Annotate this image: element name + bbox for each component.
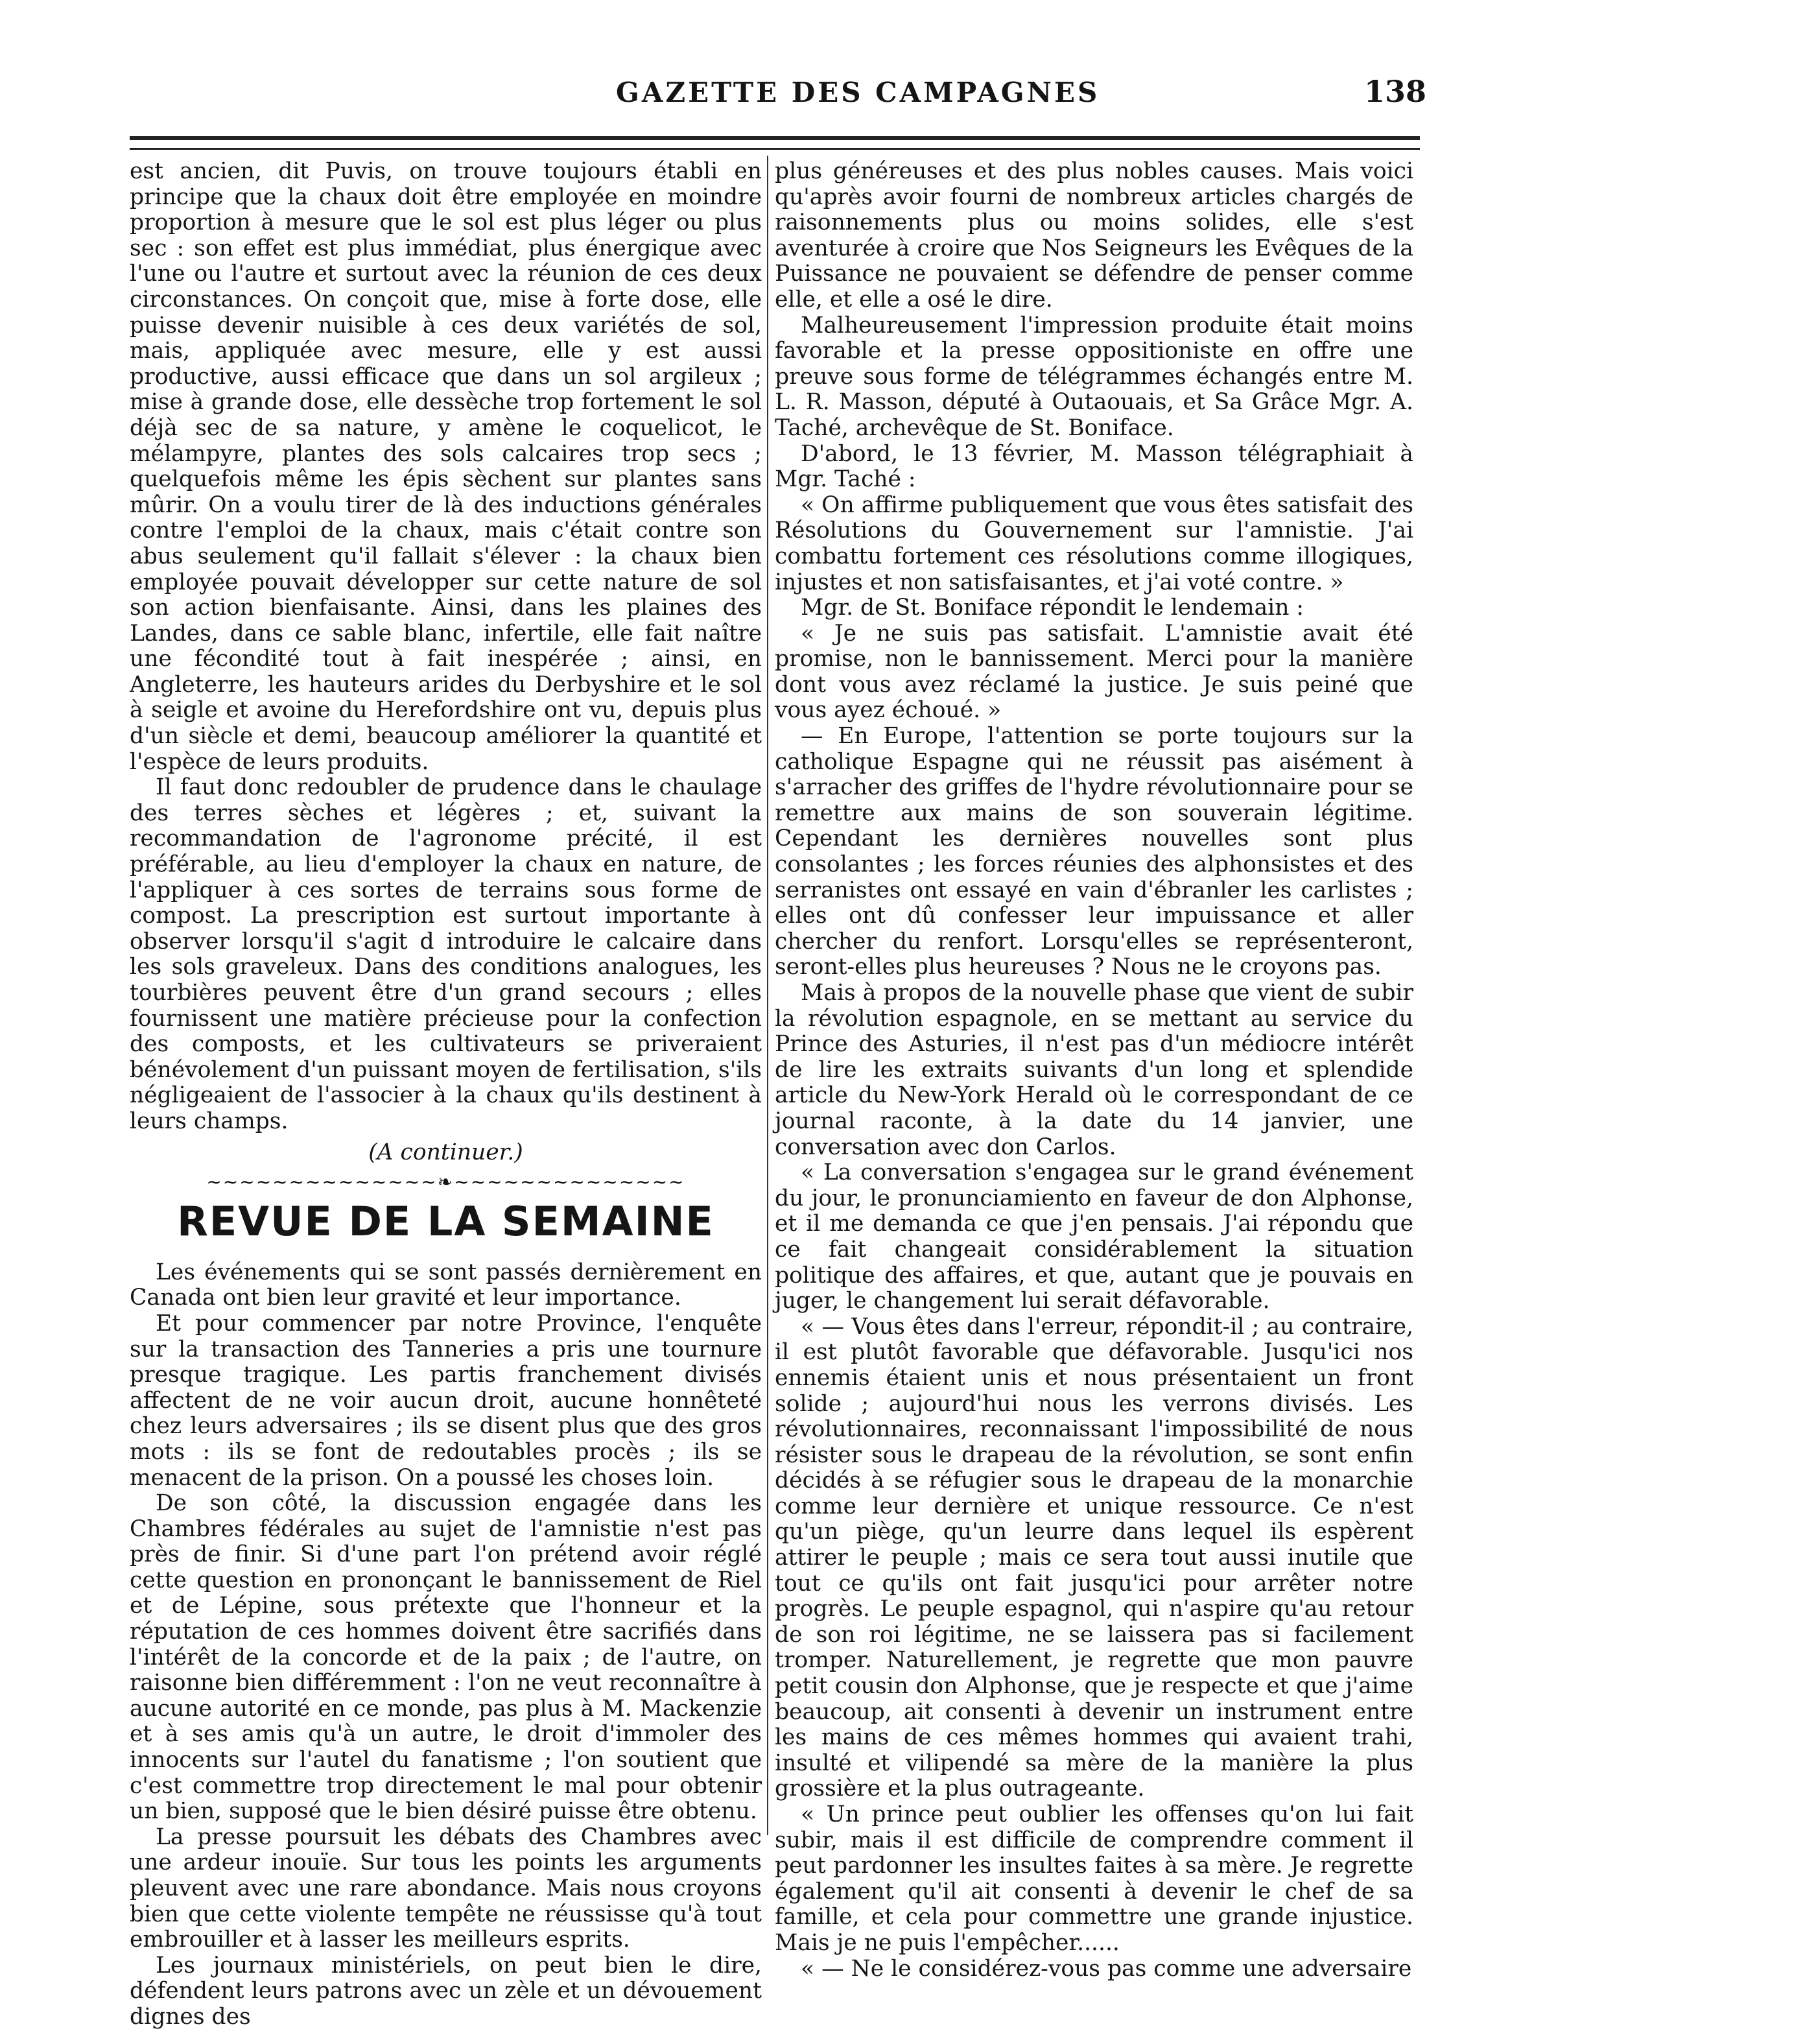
paragraph: « La conversation s'engagea sur le grand événement du jour, le pronunciamiento en faveur de don Alphonse, et il me demanda ce que j'en pensais. J'ai répondu que ce fait changeait considérablement la situation politique des affaires, et que, autant que je pouvais en juger, le changement lui serait défavorable. [775, 1159, 1413, 1314]
paragraph: Les événements qui se sont passés dernièrement en Canada ont bien leur gravité et leur importance. [130, 1259, 762, 1311]
paragraph: Il faut donc redoubler de prudence dans le chaulage des terres sèches et légères ; et, suivant la recommandation de l'agronome précité, il est préférable, au lieu d'employer la chaux en nature, de l'appliquer à ces sortes de terrains sous forme de compost. La prescription est surtout importante à observer lorsqu'il s'agit d introduire le calcaire dans les sols graveleux. Dans des conditions analogues, les tourbières peuvent être d'un grand secours ; elles fournissent une matière précieuse pour la confection des composts, et les cultivateurs se priveraient bénévolement d'un puissant moyen de fertilisation, s'ils négligeaient de l'associer à la chaux qu'ils destinent à leurs champs. [130, 774, 762, 1134]
paragraph: « On affirme publiquement que vous êtes satisfait des Résolutions du Gouvernement sur l'amnistie. J'ai combattu fortement ces résolutions comme illogiques, injustes et non satisfaisantes, et j'ai voté contre. » [775, 492, 1413, 595]
page-header [110, 74, 1426, 122]
paragraph: plus généreuses et des plus nobles causes. Mais voici qu'après avoir fourni de nombreux articles chargés de raisonnements plus ou moins solides, elle s'est aventurée à croire que Nos Seigneurs les Evêques de la Puissance ne pouvaient se défendre de penser comme elle, et elle a osé le dire. [775, 158, 1413, 313]
paragraph: — En Europe, l'attention se porte toujours sur la catholique Espagne qui ne réussit pas aisément à s'arracher des griffes de l'hydre révolutionnaire pour se remettre aux mains de son souverain légitime. Cependant les dernières nouvelles sont plus consolantes ; les forces réunies des alphonsistes et des serranistes ont essayé en vain d'ébranler les carlistes ; elles ont dû confesser leur impuissance et aller chercher du renfort. Lorsqu'elles se représenteront, seront-elles plus heureuses ? Nous ne le croyons pas. [775, 723, 1413, 980]
left-column [130, 159, 762, 2030]
column-divider [767, 156, 768, 1835]
paragraph: De son côté, la discussion engagée dans les Chambres fédérales au sujet de l'amnistie n'est pas près de finir. Si d'une part l'on prétend avoir réglé cette question en prononçant le bannissement de Riel et de Lépine, sous prétexte que l'honneur et la réputation de ces hommes doivent être sacrifiés dans l'intérêt de la concorde et de la paix ; de l'autre, on raisonne bien différemment : l'on ne veut reconnaître à aucune autorité en ce monde, pas plus à M. Mackenzie et à ses amis qu'à un autre, le droit d'immoler des innocents sur l'autel du fanatisme ; l'on soutient que c'est commettre trop directement le mal pour obtenir un bien, supposé que le bien désiré puisse être obtenu. [130, 1490, 762, 1825]
header-rule [130, 136, 1420, 150]
newspaper-title: GAZETTE DES CAMPAGNES [616, 77, 1100, 108]
paragraph: « Un prince peut oublier les offenses qu'on lui fait subir, mais il est difficile de comprendre comment il peut pardonner les insultes faites à sa mère. Je regrette également qu'il ait consenti à devenir le chef de sa famille, et cela pour commettre une grande injustice. Mais je ne puis l'empêcher...... [775, 1801, 1413, 1956]
paragraph: D'abord, le 13 février, M. Masson télégraphiait à Mgr. Taché : [775, 440, 1413, 493]
paragraph: Mais à propos de la nouvelle phase que vient de subir la révolution espagnole, en se mettant au service du Prince des Asturies, il n'est pas d'un médiocre intérêt de lire les extraits suivants d'un long et splendide article du New-York Herald où le correspondant de ce journal raconte, à la date du 14 janvier, une conversation avec don Carlos. [775, 980, 1413, 1160]
paragraph: Les journaux ministériels, on peut bien le dire, défendent leurs patrons avec un zèle et un dévouement dignes des [130, 1952, 762, 2030]
section-title: REVUE DE LA SEMAINE [177, 1197, 714, 1245]
paragraph: « Je ne suis pas satisfait. L'amnistie avait été promise, non le bannissement. Merci pour la manière dont vous avez réclamé la justice. Je suis peiné que vous ayez échoué. » [775, 620, 1413, 724]
paragraph: « — Ne le considérez-vous pas comme une adversaire [801, 1955, 1412, 1982]
continuation-note: (A continuer.) [368, 1139, 523, 1165]
paragraph: Mgr. de St. Boniface répondit le lendemain : [801, 595, 1304, 621]
right-column [775, 159, 1413, 1982]
paragraph: Et pour commencer par notre Province, l'enquête sur la transaction des Tanneries a pris une tournure presque tragique. Les partis franchement divisés affectent de ne voir aucun droit, aucune honnêteté chez leurs adversaires ; ils se disent plus que des gros mots : ils se font de redoutables procès ; ils se menacent de la prison. On a poussé les choses loin. [130, 1310, 762, 1491]
paragraph: est ancien, dit Puvis, on trouve toujours établi en principe que la chaux doit être employée en moindre proportion à mesure que le sol est plus léger ou plus sec : son effet est plus immédiat, plus énergique avec l'une ou l'autre et surtout avec la réunion de ces deux circonstances. On conçoit que, mise à forte dose, elle puisse devenir nuisible à ces deux variétés de sol, mais, appliquée avec mesure, elle y est aussi productive, aussi efficace que dans un sol argileux ; mise à grande dose, elle dessèche trop fortement le sol déjà sec de sa nature, y amène le coquelicot, le mélampyre, plantes des sols calcaires trop secs ; quelquefois même les épis sèchent sur plantes sans mûrir. On a voulu tirer de là des inductions générales contre l'emploi de la chaux, mais c'était contre son abus seulement qu'il fallait s'élever : la chaux bien employée pouvait développer sur cette nature de sol son action bienfaisante. Ainsi, dans les plaines des Landes, dans ce sable blanc, infertile, elle fait naître une fécondité tout à fait inespérée ; ainsi, en Angleterre, les hauteurs arides du Derbyshire et le sol à seigle et avoine du Herefordshire ont vu, depuis plus d'un siècle et demi, beaucoup améliorer la quantité et l'espèce de leurs produits. [130, 158, 762, 775]
paragraph: « — Vous êtes dans l'erreur, répondit-il ; au contraire, il est plutôt favorable que défavorable. Jusqu'ici nos ennemis étaient unis et nous présentaient un front solide ; aujourd'hui nous les verrons divisés. Les révolutionnaires, reconnaissant l'impossibilité de nous résister sous le drapeau de la révolution, se sont enfin décidés à se réfugier sous le drapeau de la monarchie comme leur dernière et unique ressource. Ce n'est qu'un piège, qu'un leurre dans lequel ils espèrent attirer le peuple ; mais ce sera tout aussi inutile que tout ce qu'ils ont fait jusqu'ici pour arrêter notre progrès. Le peuple espagnol, qui n'aspire qu'au retour de son roi légitime, ne se laissera pas si facilement tromper. Naturellement, je regrette que mon pauvre petit cousin don Alphonse, que je respecte et que j'aime beaucoup, ait consenti à devenir un instrument entre les mains de ces mêmes hommes qui avaient trahi, insulté et vilipendé sa mère de la manière la plus grossière et la plus outrageante. [775, 1313, 1413, 1802]
paragraph: Malheureusement l'impression produite était moins favorable et la presse oppositioniste en offre une preuve sous forme de télégrammes échangés entre M. L. R. Masson, député à Outaouais, et Sa Grâce Mgr. A. Taché, archevêque de St. Boniface. [775, 312, 1413, 441]
page-number: 138 [1363, 74, 1426, 109]
paragraph: La presse poursuit les débats des Chambres avec une ardeur inouïe. Sur tous les points les arguments pleuvent avec une rare abondance. Mais nous croyons bien que cette violente tempête ne réussisse qu'à tout embrouiller et à lasser les meilleurs esprits. [130, 1824, 762, 1953]
ornament-divider: ~~~~~~~~~~~~~~❧~~~~~~~~~~~~~~ [206, 1171, 685, 1193]
